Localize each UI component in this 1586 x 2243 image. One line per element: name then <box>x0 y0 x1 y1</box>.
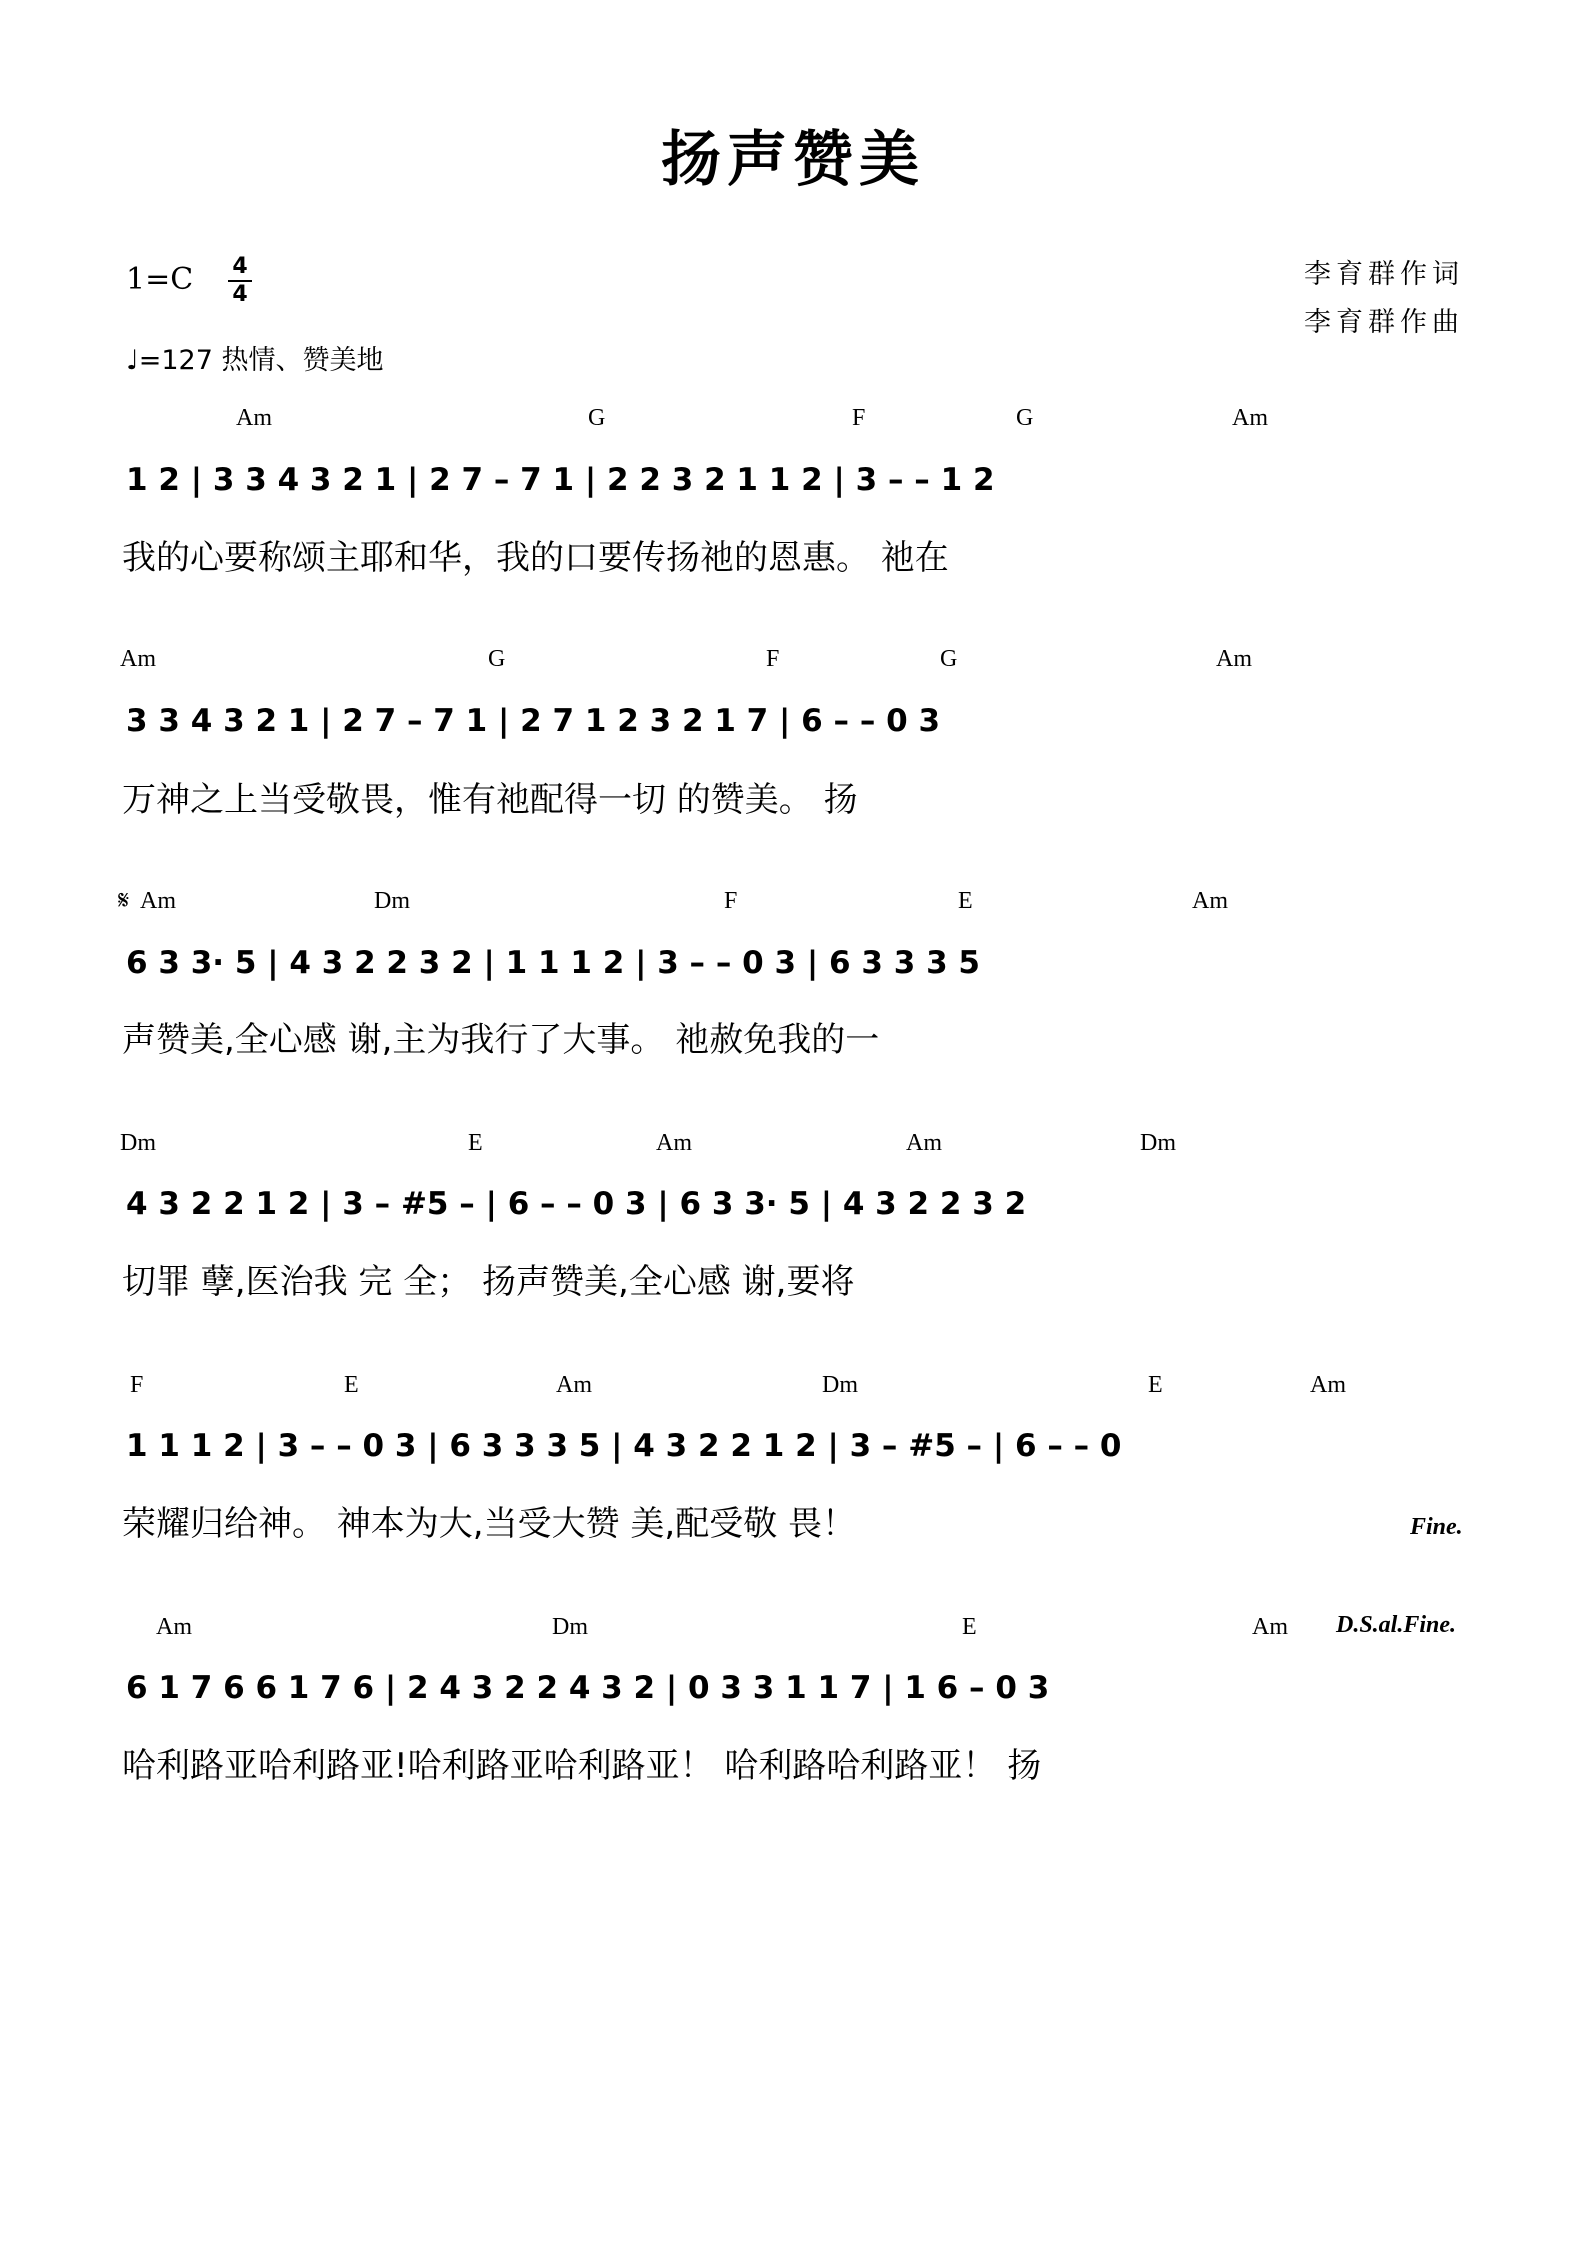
notation-line: 6 1 7 6 6 1 7 6 | 2 4 3 2 2 4 3 2 | 0 3 3 1 1 7 | 1 6 – 0 3 <box>126 1670 1050 1706</box>
lyrics-line: 我的心要称颂主耶和华，我的口要传扬祂的恩惠。 祂在 <box>122 538 949 578</box>
chord-label: E <box>468 1130 483 1156</box>
time-signature <box>228 254 252 308</box>
notation-line: 1 1 1 2 | 3 – – 0 3 | 6 3 3 3 5 | 4 3 2 2 1 2 | 3 – #5 – | 6 – – 0 <box>126 1428 1122 1464</box>
chord-label: Am <box>156 1614 192 1640</box>
chord-label: G <box>940 646 958 672</box>
chord-label: E <box>344 1372 359 1398</box>
chord-label: G <box>588 405 606 431</box>
key-signature: 1=C <box>126 262 194 297</box>
chord-label: E <box>962 1614 977 1640</box>
notation-line: 6 3 3· 5 | 4 3 2 2 3 2 | 1 1 1 2 | 3 – – 0 3 | 6 3 3 3 5 <box>126 945 980 981</box>
composer-credit: 李育群作曲 <box>1304 307 1464 338</box>
chord-label: Dm <box>1140 1130 1176 1156</box>
song-title: 扬声赞美 <box>661 125 925 195</box>
chord-label: Am <box>1310 1372 1346 1398</box>
chord-label: Am <box>1216 646 1252 672</box>
chord-label: Am <box>1192 888 1228 914</box>
chord-label: E <box>958 888 973 914</box>
chord-label: F <box>766 646 780 672</box>
chord-label: F <box>852 405 866 431</box>
notation-line: 3 3 4 3 2 1 | 2 7 – 7 1 | 2 7 1 2 3 2 1 7 | 6 – – 0 3 <box>126 703 941 739</box>
tempo-marking: ♩=127 热情、赞美地 <box>126 345 384 376</box>
chord-label: G <box>1016 405 1034 431</box>
chord-label: G <box>488 646 506 672</box>
lyrics-line: 声赞美,全心感 谢,主为我行了大事。 祂赦免我的一 <box>122 1020 880 1060</box>
notation-line: 4 3 2 2 1 2 | 3 – #5 – | 6 – – 0 3 | 6 3 3· 5 | 4 3 2 2 3 2 <box>126 1186 1027 1222</box>
chord-label: Dm <box>552 1614 588 1640</box>
chord-label: Am <box>556 1372 592 1398</box>
lyrics-line: 哈利路亚哈利路亚!哈利路亚哈利路亚！ 哈利路哈利路亚！ 扬 <box>122 1746 1042 1786</box>
fine-marking: Fine. <box>1410 1514 1463 1540</box>
chord-label: E <box>1148 1372 1163 1398</box>
chord-label: Am <box>236 405 272 431</box>
chord-label: F <box>724 888 738 914</box>
chord-label: Am <box>656 1130 692 1156</box>
chord-label: Dm <box>374 888 410 914</box>
ds-al-fine-marking: D.S.al.Fine. <box>1336 1612 1457 1638</box>
time-signature-top: 4 <box>232 254 248 279</box>
chord-label: Am <box>120 646 156 672</box>
chord-label: Am <box>140 888 176 914</box>
lyrics-line: 荣耀归给神。 神本为大,当受大赞 美,配受敬 畏！ <box>122 1504 857 1544</box>
segno-sign: 𝄋 <box>118 886 130 916</box>
lyricist-credit: 李育群作词 <box>1304 259 1464 290</box>
chord-label: Dm <box>822 1372 858 1398</box>
chord-label: Am <box>906 1130 942 1156</box>
chord-label: Am <box>1252 1614 1288 1640</box>
chord-label: Dm <box>120 1130 156 1156</box>
lyrics-line: 切罪 孽,医治我 完 全； 扬声赞美,全心感 谢,要将 <box>122 1262 855 1302</box>
time-signature-bottom: 4 <box>228 280 252 308</box>
lyrics-line: 万神之上当受敬畏，惟有祂配得一切 的赞美。 扬 <box>122 780 858 820</box>
chord-label: F <box>130 1372 144 1398</box>
chord-label: Am <box>1232 405 1268 431</box>
notation-line: 1 2 | 3 3 4 3 2 1 | 2 7 – 7 1 | 2 2 3 2 1 1 2 | 3 – – 1 2 <box>126 462 995 498</box>
